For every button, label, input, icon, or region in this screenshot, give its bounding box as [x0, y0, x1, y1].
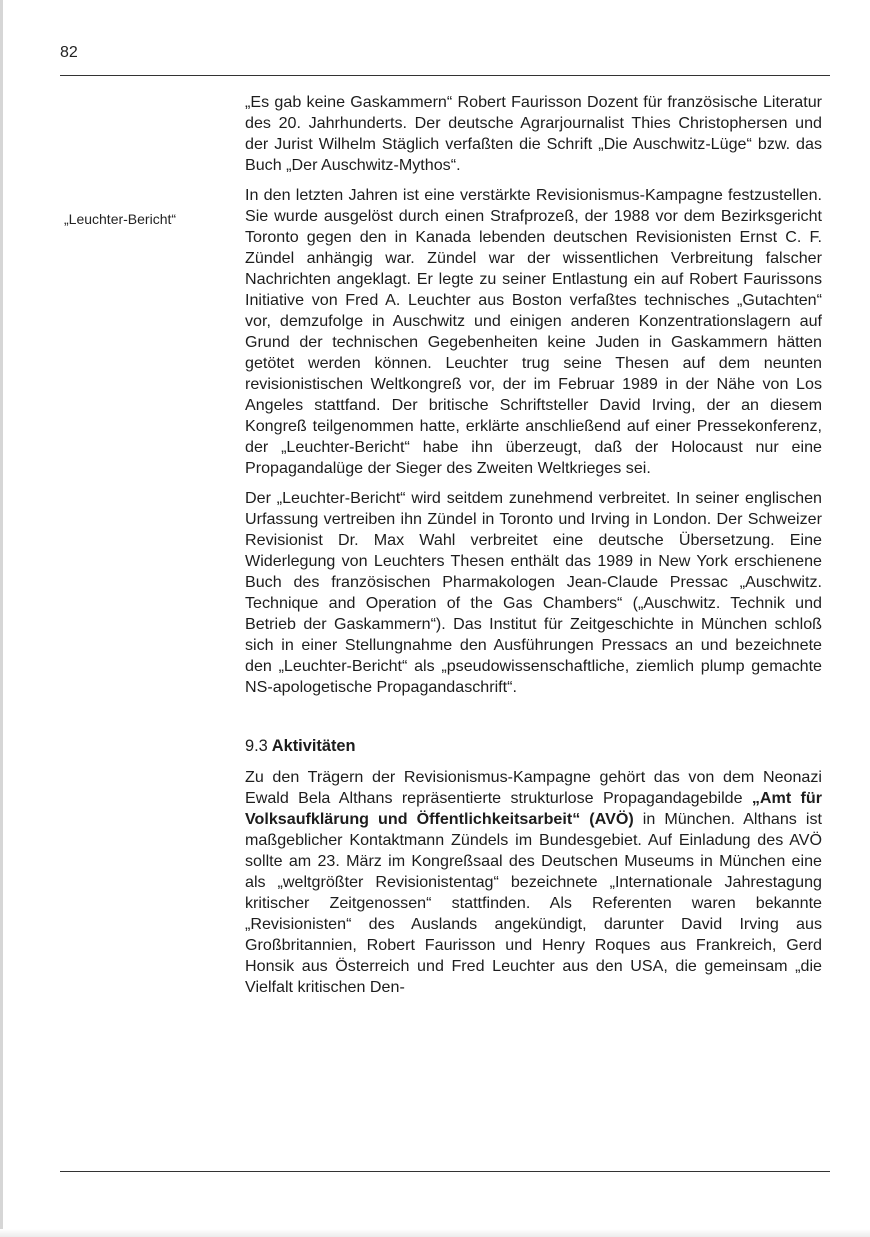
- margin-note: „Leuchter-Bericht“: [64, 211, 177, 227]
- footer-rule: [60, 1171, 830, 1172]
- section-title: Aktivitäten: [271, 737, 356, 755]
- paragraph-activities-text-end: in München. Althans ist maßgeblicher Kontaktmann Zündels im Bundesgebiet. Auf Einladung des AVÖ sollte am 23. März im Kongreßsaal des Deutschen Museums in München eine als „weltgrößter Revisionistentag“ bezeichnete „Internationale Jahrestagung kritischer Zeitgenossen“ stattfinden. Als Referenten waren bekannte „Revisionisten“ des Auslands angekündigt, darunter David Irving aus Großbritannien, Robert Faurisson und Henry Roques aus Frankreich, Gerd Honsik aus Österreich und Fred Leuchter aus den USA, die gemeinsam „die Vielfalt kritischen Den-: [245, 810, 822, 996]
- scan-left-edge: [0, 0, 3, 1237]
- paragraph-intro: „Es gab keine Gaskammern“ Robert Faurisson Dozent für französische Literatur des 20. Jahrhunderts. Der deutsche Agrarjournalist Thies Christophersen und der Jurist Wilhelm Stäglich verfaßten die Schrift „Die Auschwitz-Lüge“ bzw. das Buch „Der Auschwitz-Mythos“.: [245, 93, 822, 174]
- section-number: 9.3: [245, 737, 268, 755]
- main-text-column: [245, 92, 822, 1007]
- section-heading: [245, 735, 822, 757]
- paragraph-activities-organization: „Amt für Volksaufklärung und Öffentlichkeitsarbeit“ (AVÖ): [245, 789, 822, 828]
- header-rule: [60, 75, 830, 76]
- paragraph-activities: [245, 767, 822, 998]
- page-number: 82: [60, 44, 78, 61]
- paragraph-activities-text-start: Zu den Trägern der Revisionismus-Kampagne gehört das von dem Neonazi Ewald Bela Althans repräsentierte strukturlose Propagandagebilde: [245, 768, 822, 807]
- paragraph-report-distribution: Der „Leuchter-Bericht“ wird seitdem zunehmend verbreitet. In seiner englischen Urfassung vertreiben ihn Zündel in Toronto und Irving in London. Der Schweizer Revisionist Dr. Max Wahl verbreitet eine deutsche Übersetzung. Eine Widerlegung von Leuchters Thesen enthält das 1989 in New York erschienene Buch des französischen Pharmakologen Jean-Claude Pressac „Auschwitz. Technique and Operation of the Gas Chambers“ („Auschwitz. Technik und Betrieb der Gaskammern“). Das Institut für Zeitgeschichte in München schloß sich in einer Stellungnahme den Ausführungen Pressacs an und bezeichnete den „Leuchter-Bericht“ als „pseudowissenschaftliche, ziemlich plump gemachte NS-apologetische Propagandaschrift“.: [245, 489, 822, 696]
- paragraph-leuchter-report: In den letzten Jahren ist eine verstärkte Revisionismus-Kampagne festzustellen. Sie wurde ausgelöst durch einen Strafprozeß, der 1988 vor dem Bezirksgericht Toronto gegen den in Kanada lebenden deutschen Revisionisten Ernst C. F. Zündel anhängig war. Zündel war der wissentlichen Verbreitung falscher Nachrichten angeklagt. Er legte zu seiner Entlastung ein auf Robert Faurissons Initiative von Fred A. Leuchter aus Boston verfaßtes technisches „Gutachten“ vor, demzufolge in Auschwitz und einigen anderen Konzentrationslagern auf Grund der technischen Gegebenheiten keine Juden in Gaskammern hätten getötet werden können. Leuchter trug seine Thesen auf dem neunten revisionistischen Weltkongreß vor, der im Februar 1989 in der Nähe von Los Angeles stattfand. Der britische Schriftsteller David Irving, der an diesem Kongreß teilgenommen hatte, erklärte anschließend auf einer Pressekonferenz, der „Leuchter-Bericht“ habe ihn überzeugt, daß der Holocaust nur eine Propagandalüge der Sieger des Zweiten Weltkrieges sei.: [245, 186, 822, 477]
- scan-bottom-edge: [0, 1229, 870, 1237]
